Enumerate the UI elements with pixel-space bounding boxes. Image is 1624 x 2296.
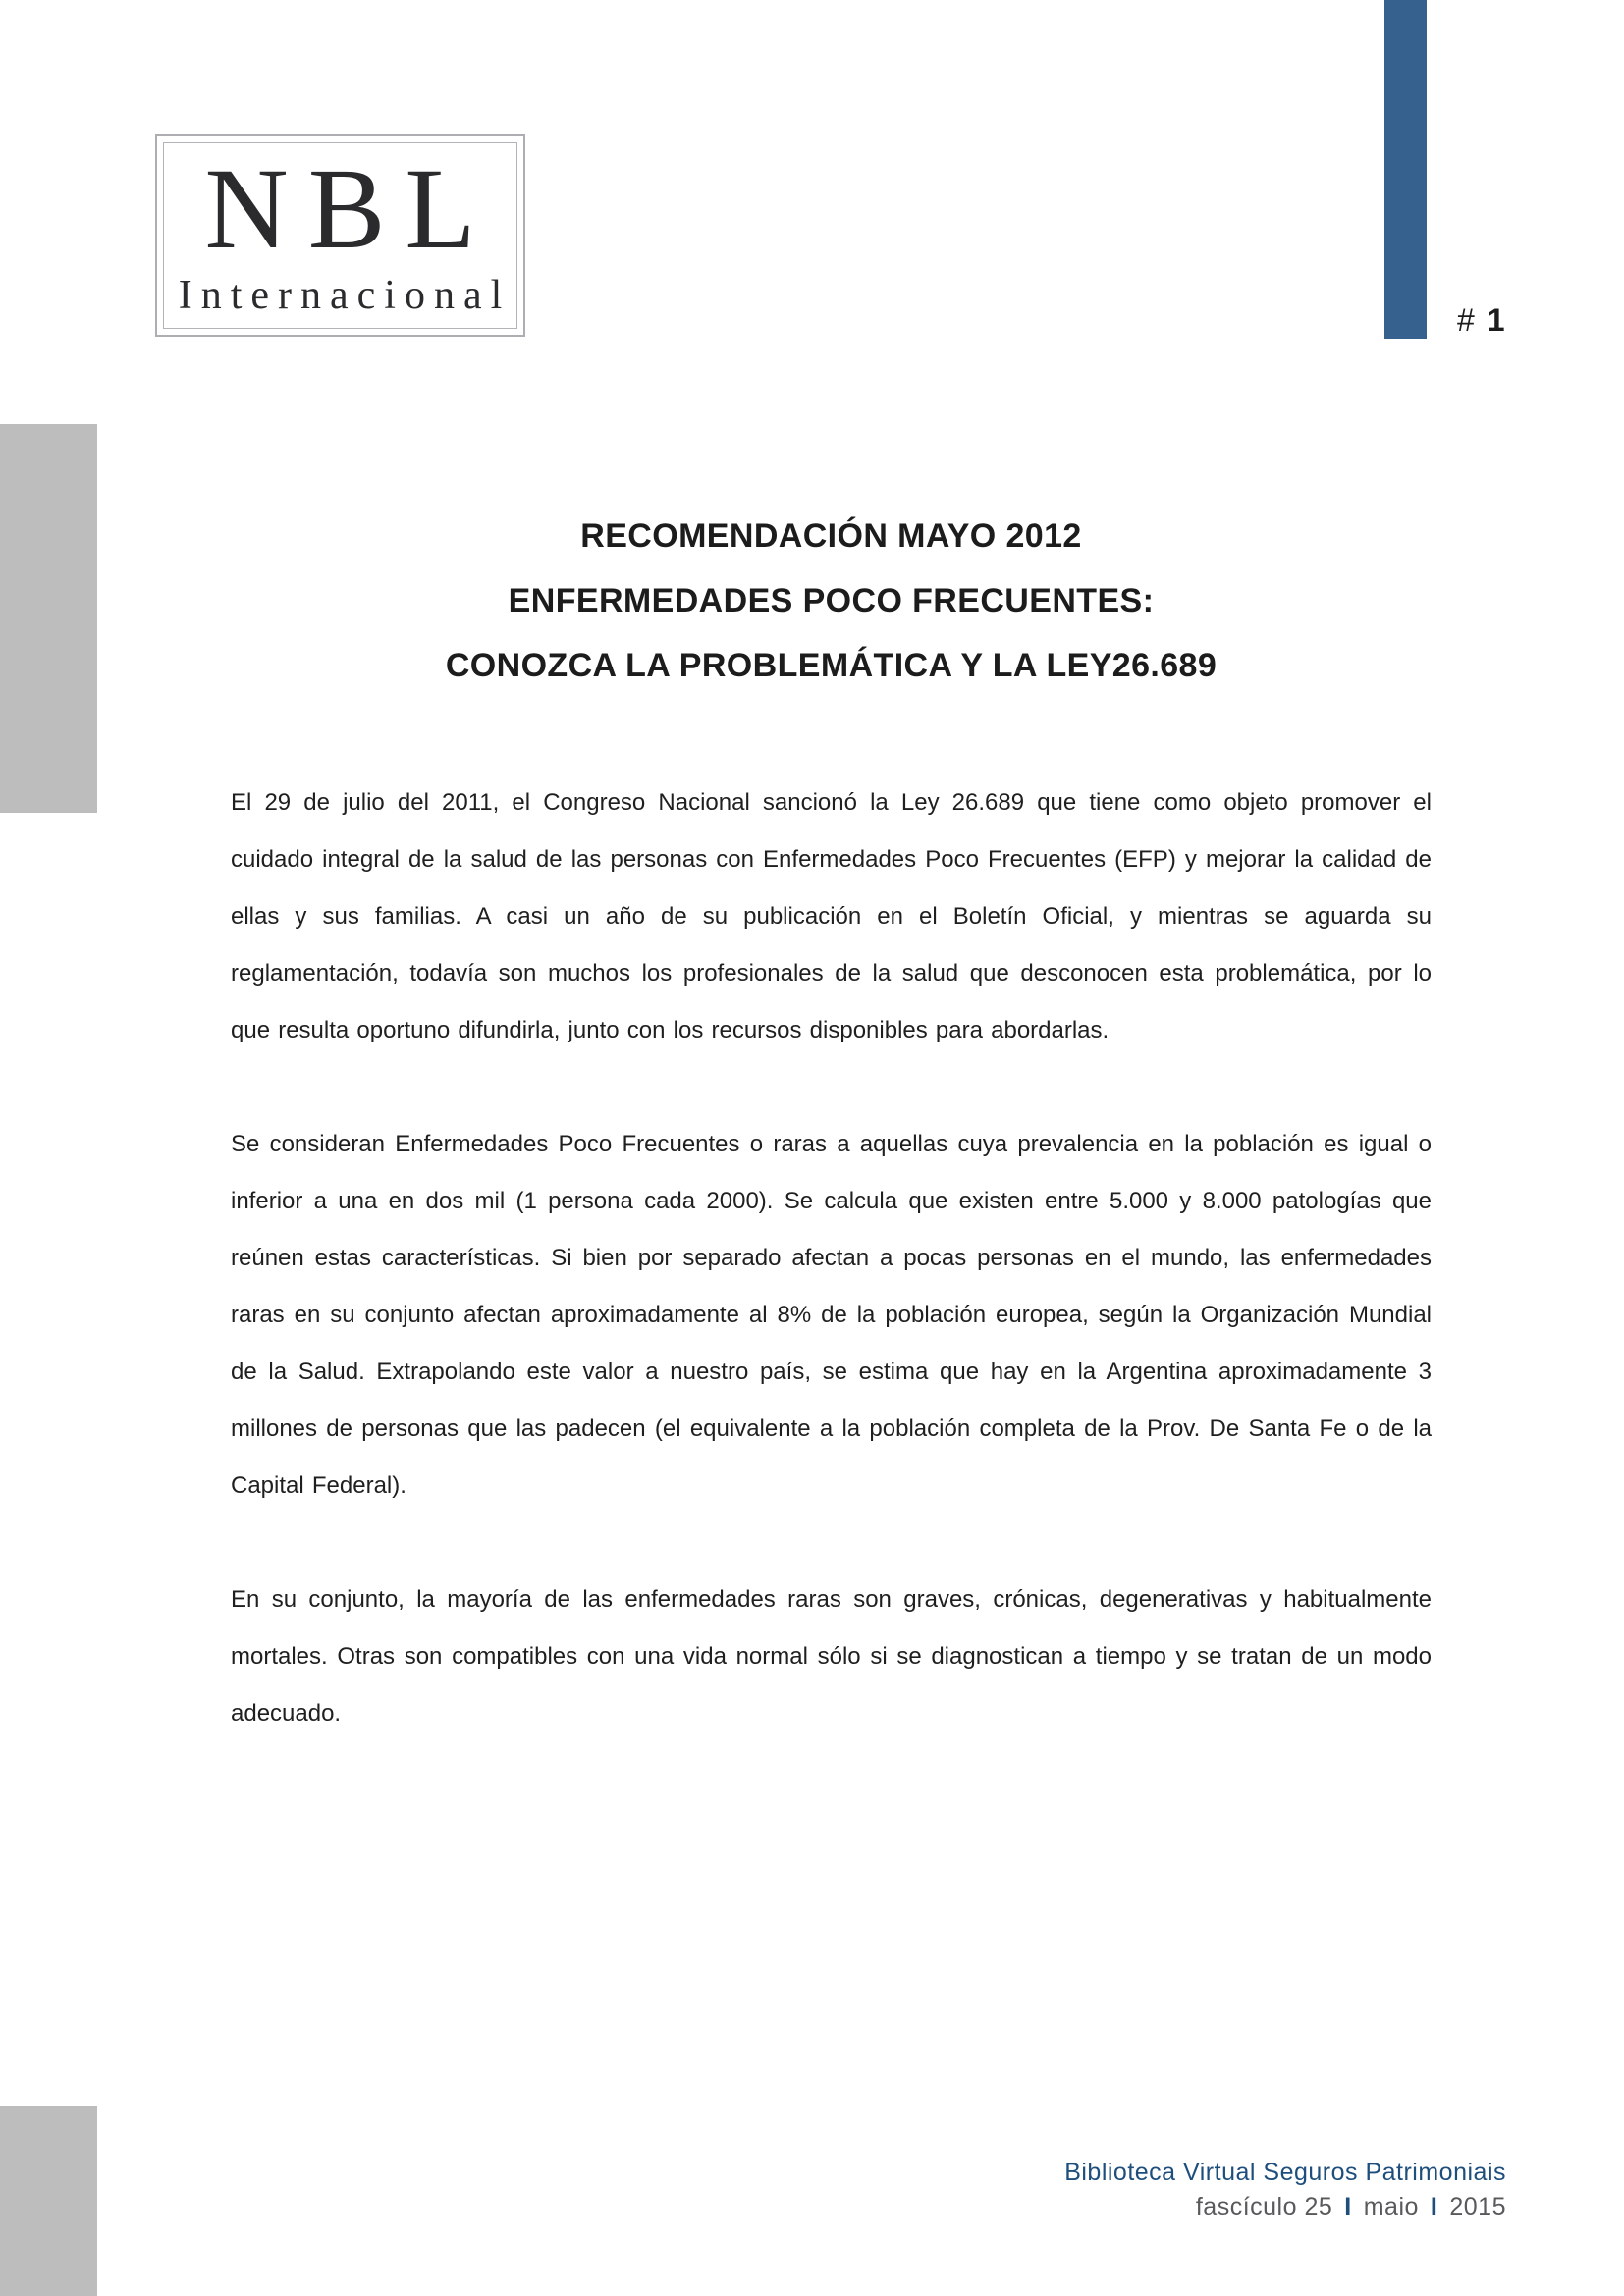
document-title <box>231 504 1432 698</box>
document-content <box>231 0 1432 1799</box>
logo-acronym: NBL <box>204 143 496 273</box>
page-number-hash: # <box>1457 302 1475 338</box>
paragraph-1: El 29 de julio del 2011, el Congreso Nacional sancionó la Ley 26.689 que tiene como objeto promover el cuidado integral de la salud de las personas con Enfermedades Poco Frecuentes (EFP) y mejorar la calidad de ellas y sus familias. A casi un año de su publicación en el Boletín Oficial, y mientras se aguarda su reglamentación, todavía son muchos los profesionales de la salud que desconocen esta problemática, por lo que resulta oportuno difundirla, junto con los recursos disponibles para abordarlas. <box>231 789 1432 1043</box>
footer-divider-1: I <box>1344 2193 1352 2220</box>
footer-issue: fascículo 25 <box>1195 2193 1333 2220</box>
footer-year: 2015 <box>1449 2193 1506 2220</box>
title-line-1: RECOMENDACIÓN MAYO 2012 <box>580 517 1082 555</box>
paragraph-3: En su conjunto, la mayoría de las enfermedades raras son graves, crónicas, degenerativas y habitualmente mortales. Otras son compatibles con una vida normal sólo si se diagnostican a tiempo y se tratan de un modo adecuado. <box>231 1586 1432 1727</box>
document-body <box>231 774 1432 1742</box>
left-margin-bar-bottom <box>0 2106 97 2296</box>
footer-month: maio <box>1363 2193 1419 2220</box>
paragraph-2: Se consideran Enfermedades Poco Frecuentes o raras a aquellas cuya prevalencia en la población es igual o inferior a una en dos mil (1 persona cada 2000). Se calcula que existen entre 5.000 y 8.000 patologías que reúnen estas características. Si bien por separado afectan a pocas personas en el mundo, las enfermedades raras en su conjunto afectan aproximadamente al 8% de la población europea, según la Organización Mundial de la Salud. Extrapolando este valor a nuestro país, se estima que hay en la Argentina aproximadamente 3 millones de personas que las padecen (el equivalente a la población completa de la Prov. De Santa Fe o de la Capital Federal). <box>231 1131 1432 1499</box>
footer-issue-line <box>1064 2189 1506 2224</box>
page-number-badge <box>1457 302 1505 339</box>
left-margin-bar-top <box>0 424 97 813</box>
logo-subtitle: Internacional <box>178 273 512 319</box>
page-number-value: 1 <box>1487 302 1505 338</box>
title-line-2: ENFERMEDADES POCO FRECUENTES: <box>508 582 1155 619</box>
footer-library-name: Biblioteca Virtual Seguros Patrimoniais <box>1064 2159 1506 2186</box>
page-footer <box>1064 2156 1506 2224</box>
title-line-3: CONOZCA LA PROBLEMÁTICA Y LA LEY26.689 <box>445 647 1218 684</box>
footer-divider-2: I <box>1430 2193 1438 2220</box>
